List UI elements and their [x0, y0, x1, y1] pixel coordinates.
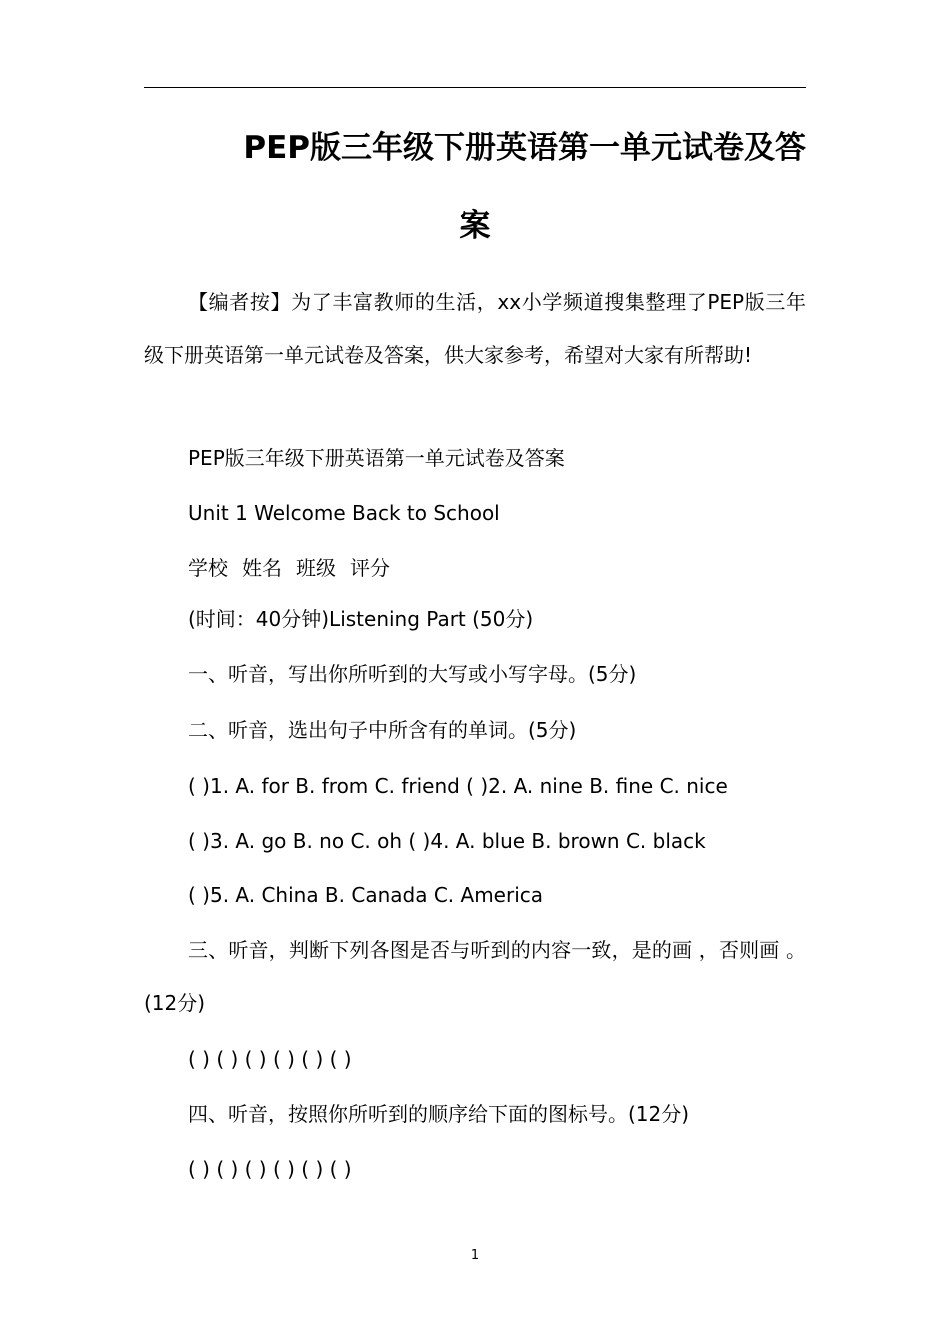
- field-class: 班级: [296, 556, 336, 580]
- time-line: (时间：40分钟)Listening Part (50分): [188, 607, 534, 631]
- header-rule: [144, 87, 806, 88]
- subtitle: PEP版三年级下册英语第一单元试卷及答案: [188, 446, 565, 470]
- section-3-heading: 三、听音，判断下列各图是否与听到的内容一致，是的画 ，否则画 。(12分): [144, 938, 806, 1015]
- field-school: 学校: [188, 556, 228, 580]
- answer-blanks-2: ( ) ( ) ( ) ( ) ( ) ( ): [188, 1157, 352, 1181]
- section-1-heading: 一、听音，写出你所听到的大写或小写字母。(5分): [188, 662, 637, 686]
- field-name: 姓名: [242, 556, 282, 580]
- page-number: 1: [470, 1248, 480, 1263]
- field-score: 评分: [350, 556, 390, 580]
- editor-note-paragraph: 【编者按】为了丰富教师的生活，xx小学频道搜集整理了PEP版三年级下册英语第一单元试卷及答案，供大家参考，希望对大家有所帮助!: [144, 290, 806, 367]
- student-info-fields: [188, 553, 806, 583]
- title-line-1: PEP版三年级下册英语第一单元试卷及答: [243, 130, 806, 166]
- question-line-2: ( )3. A. go B. no C. oh ( )4. A. blue B. brown C. black: [188, 829, 706, 853]
- section-4-heading: 四、听音，按照你所听到的顺序给下面的图标号。(12分): [188, 1102, 690, 1126]
- question-line-3: ( )5. A. China B. Canada C. America: [188, 883, 544, 907]
- title-line-2: 案: [459, 208, 491, 244]
- section-2-heading: 二、听音，选出句子中所含有的单词。(5分): [188, 718, 577, 742]
- answer-blanks-1: ( ) ( ) ( ) ( ) ( ) ( ): [188, 1047, 352, 1071]
- question-line-1: ( )1. A. for B. from C. friend ( )2. A. nine B. fine C. nice: [188, 774, 728, 798]
- unit-title: Unit 1 Welcome Back to School: [188, 501, 500, 525]
